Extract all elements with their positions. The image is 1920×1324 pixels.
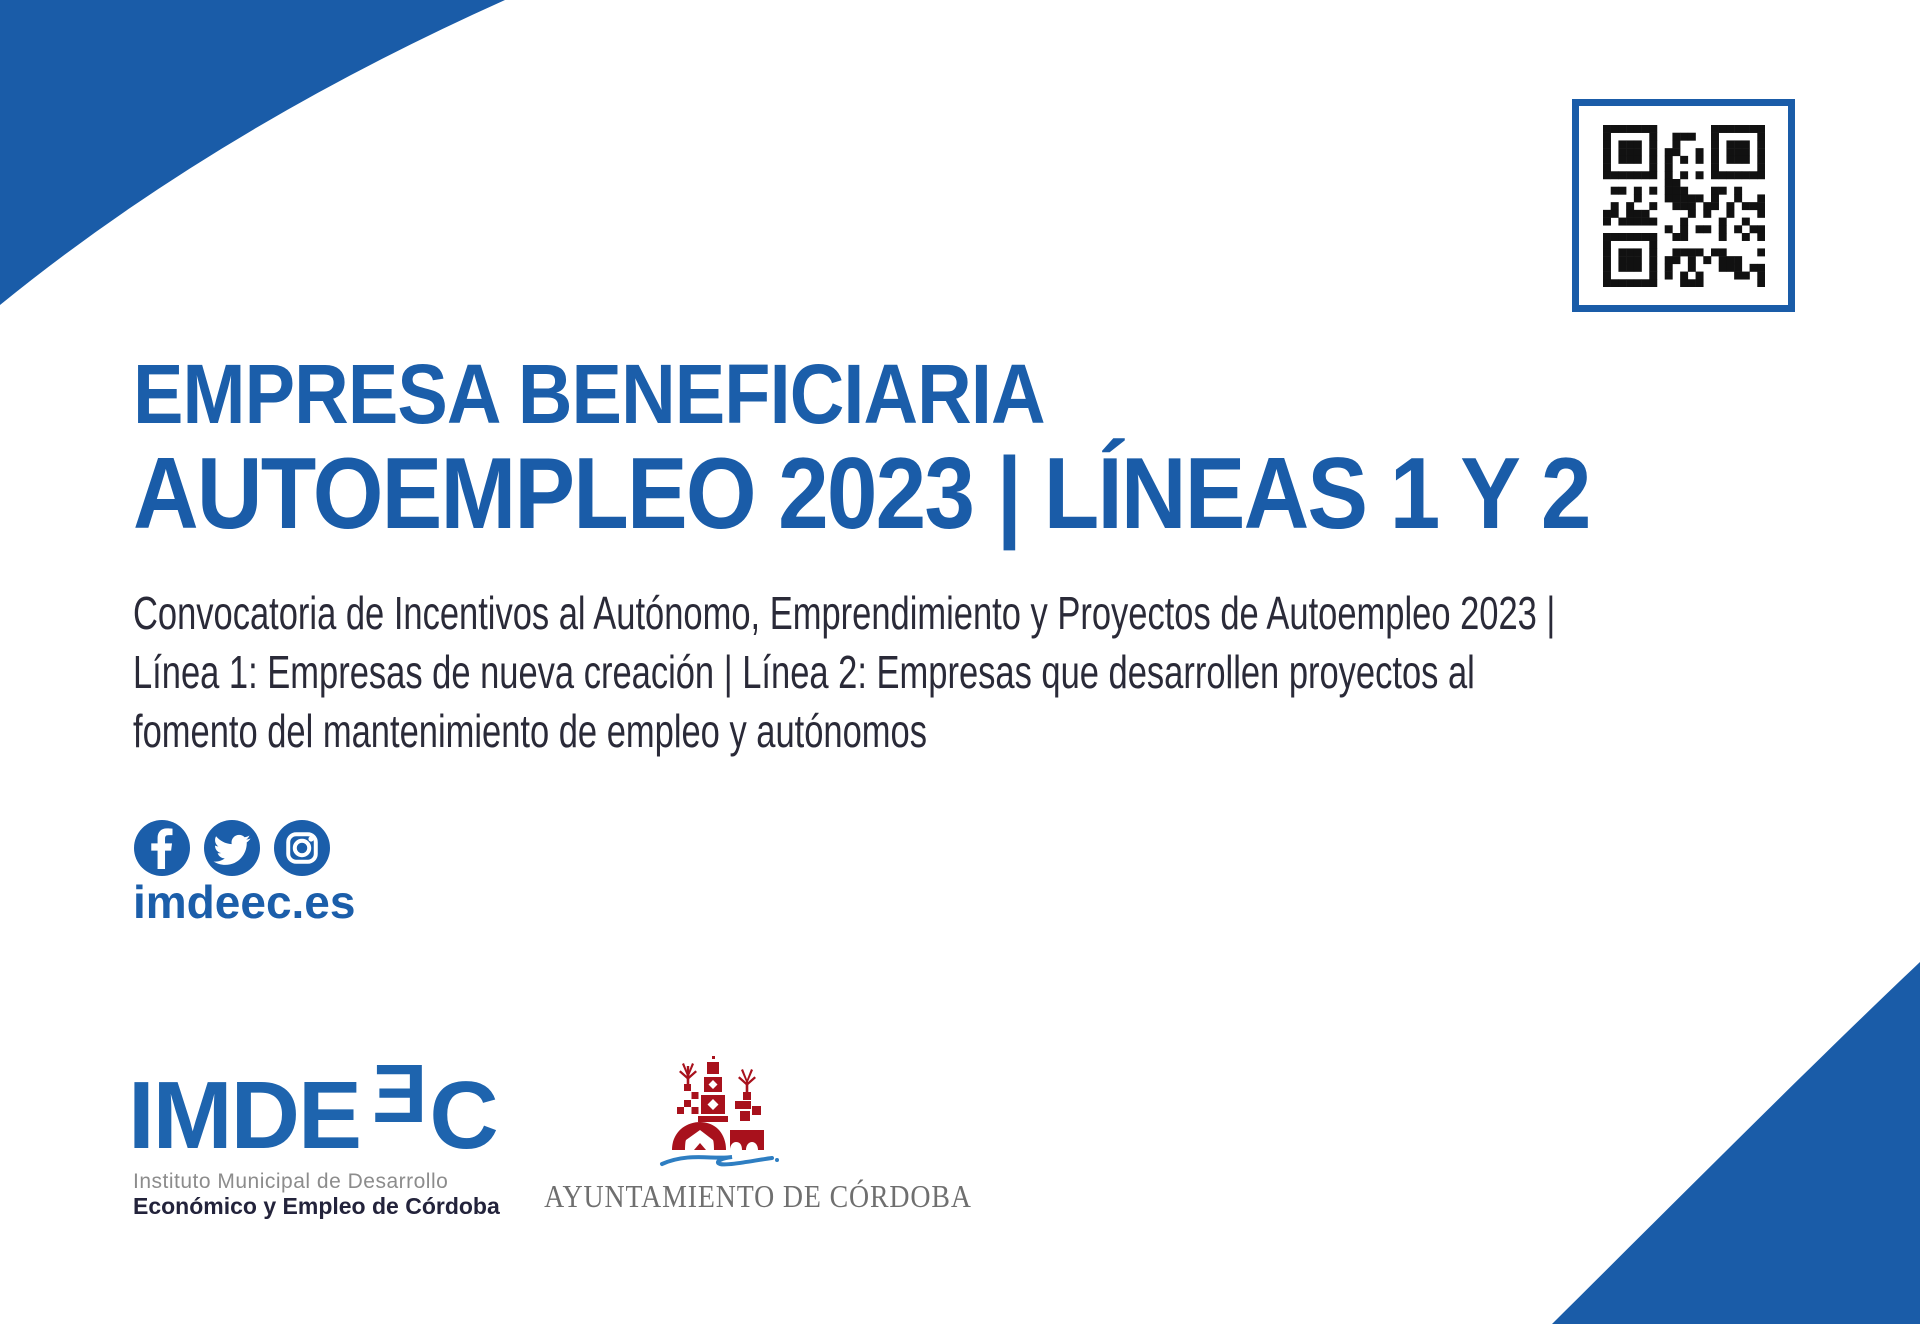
qr-code xyxy=(1572,99,1795,312)
description-line: Línea 1: Empresas de nueva creación | Línea 2: Empresas que desarrollen proyectos al xyxy=(133,646,1475,698)
description-line: fomento del mantenimiento de empleo y autónomos xyxy=(133,705,927,757)
castle-icon xyxy=(644,1054,794,1176)
wordmark-reversed-e: E xyxy=(372,1047,428,1140)
page-title: AUTOEMPLEO 2023 | LÍNEAS 1 Y 2 xyxy=(133,438,1590,550)
wordmark-c: C xyxy=(429,1062,497,1169)
instagram-icon[interactable] xyxy=(274,820,330,876)
section-label: EMPRESA BENEFICIARIA xyxy=(133,347,1045,441)
twitter-icon[interactable] xyxy=(204,820,260,876)
description xyxy=(133,584,1555,761)
website-link[interactable]: imdeec.es xyxy=(133,876,356,928)
facebook-icon[interactable] xyxy=(134,820,190,876)
wordmark-imde: IMDE xyxy=(128,1062,360,1169)
social-icons xyxy=(134,820,330,876)
description-line: Convocatoria de Incentivos al Autónomo, Emprendimiento y Proyectos de Autoempleo 2023 | xyxy=(133,587,1556,639)
imdeec-subtitle-2: Económico y Empleo de Córdoba xyxy=(133,1193,500,1219)
imdeec-subtitle-1: Instituto Municipal de Desarrollo xyxy=(133,1170,449,1193)
ayuntamiento-label: AYUNTAMIENTO DE CÓRDOBA xyxy=(544,1178,972,1214)
river-wave-icon xyxy=(662,1157,779,1164)
ayuntamiento-logo xyxy=(518,1054,972,1215)
